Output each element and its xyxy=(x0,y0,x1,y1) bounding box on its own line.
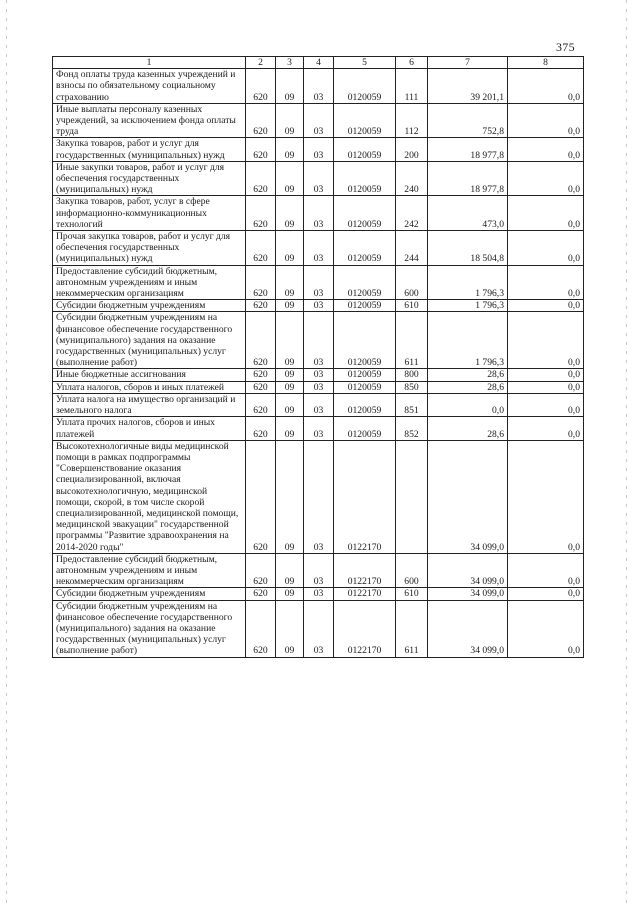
table-row xyxy=(53,196,584,231)
cell-ministry: 620 xyxy=(246,300,276,312)
cell-name: Субсидии бюджетным учреждениям xyxy=(53,300,246,312)
table-header xyxy=(53,57,584,69)
cell-name: Уплата налогов, сборов и иных платежей xyxy=(53,381,246,393)
cell-subsection: 03 xyxy=(304,600,334,657)
cell-name: Прочая закупка товаров, работ и услуг для обеспечения государственных (муниципальных) нужд xyxy=(53,231,246,266)
cell-target-article: 0120059 xyxy=(334,312,396,369)
cell-section: 09 xyxy=(276,312,304,369)
cell-expense-type: 611 xyxy=(396,312,428,369)
cell-amount: 1 796,3 xyxy=(428,312,508,369)
cell-section: 09 xyxy=(276,69,304,104)
cell-target-article: 0120059 xyxy=(334,103,396,138)
cell-amount-extra: 0,0 xyxy=(508,393,584,416)
cell-name: Закупка товаров, работ, услуг в сфере информационно-коммуникационных технологий xyxy=(53,196,246,231)
header-row xyxy=(53,57,584,69)
cell-amount: 1 796,3 xyxy=(428,265,508,300)
cell-amount: 28,6 xyxy=(428,369,508,381)
cell-ministry: 620 xyxy=(246,440,276,553)
cell-section: 09 xyxy=(276,553,304,588)
cell-ministry: 620 xyxy=(246,231,276,266)
cell-subsection: 03 xyxy=(304,231,334,266)
cell-ministry: 620 xyxy=(246,312,276,369)
cell-amount-extra: 0,0 xyxy=(508,381,584,393)
cell-ministry: 620 xyxy=(246,600,276,657)
cell-amount: 1 796,3 xyxy=(428,300,508,312)
cell-amount: 18 977,8 xyxy=(428,138,508,161)
cell-section: 09 xyxy=(276,588,304,600)
cell-name: Субсидии бюджетным учреждениям на финансовое обеспечение государственного (муниципального) задания на оказание государственных (муниципальных) услуг (выполнение работ) xyxy=(53,312,246,369)
cell-subsection: 03 xyxy=(304,553,334,588)
cell-expense-type: 242 xyxy=(396,196,428,231)
table-row xyxy=(53,588,584,600)
cell-amount: 473,0 xyxy=(428,196,508,231)
cell-name: Субсидии бюджетным учреждениям xyxy=(53,588,246,600)
cell-target-article: 0120059 xyxy=(334,69,396,104)
cell-expense-type: 600 xyxy=(396,265,428,300)
cell-expense-type: 852 xyxy=(396,417,428,440)
cell-target-article: 0122170 xyxy=(334,600,396,657)
cell-target-article: 0120059 xyxy=(334,265,396,300)
cell-target-article: 0122170 xyxy=(334,440,396,553)
cell-ministry: 620 xyxy=(246,196,276,231)
cell-amount-extra: 0,0 xyxy=(508,300,584,312)
cell-target-article: 0122170 xyxy=(334,553,396,588)
cell-section: 09 xyxy=(276,265,304,300)
cell-section: 09 xyxy=(276,231,304,266)
cell-target-article: 0120059 xyxy=(334,138,396,161)
cell-amount-extra: 0,0 xyxy=(508,600,584,657)
cell-amount-extra: 0,0 xyxy=(508,588,584,600)
table-row xyxy=(53,440,584,553)
cell-target-article: 0122170 xyxy=(334,588,396,600)
cell-name: Субсидии бюджетным учреждениям на финансовое обеспечение государственного (муниципального) задания на оказание государственных (муниципальных) услуг (выполнение работ) xyxy=(53,600,246,657)
cell-amount-extra: 0,0 xyxy=(508,553,584,588)
cell-amount: 28,6 xyxy=(428,417,508,440)
table-row xyxy=(53,393,584,416)
cell-expense-type: 850 xyxy=(396,381,428,393)
cell-section: 09 xyxy=(276,600,304,657)
cell-expense-type: 611 xyxy=(396,600,428,657)
cell-subsection: 03 xyxy=(304,103,334,138)
cell-subsection: 03 xyxy=(304,138,334,161)
cell-ministry: 620 xyxy=(246,393,276,416)
cell-expense-type: 240 xyxy=(396,161,428,196)
cell-ministry: 620 xyxy=(246,381,276,393)
cell-amount-extra: 0,0 xyxy=(508,69,584,104)
cell-target-article: 0120059 xyxy=(334,231,396,266)
cell-expense-type: 244 xyxy=(396,231,428,266)
cell-expense-type: 851 xyxy=(396,393,428,416)
cell-name: Иные закупки товаров, работ и услуг для обеспечения государственных (муниципальных) нужд xyxy=(53,161,246,196)
header-col-8: 8 xyxy=(508,57,584,69)
cell-subsection: 03 xyxy=(304,588,334,600)
page-number: 375 xyxy=(556,40,575,54)
cell-expense-type: 111 xyxy=(396,69,428,104)
table-row xyxy=(53,369,584,381)
cell-amount-extra: 0,0 xyxy=(508,231,584,266)
cell-section: 09 xyxy=(276,196,304,231)
cell-ministry: 620 xyxy=(246,161,276,196)
scan-edge-left xyxy=(6,0,7,905)
cell-target-article: 0120059 xyxy=(334,196,396,231)
cell-amount: 34 099,0 xyxy=(428,440,508,553)
cell-ministry: 620 xyxy=(246,138,276,161)
cell-subsection: 03 xyxy=(304,312,334,369)
cell-target-article: 0120059 xyxy=(334,381,396,393)
cell-target-article: 0120059 xyxy=(334,417,396,440)
cell-section: 09 xyxy=(276,161,304,196)
cell-subsection: 03 xyxy=(304,381,334,393)
cell-target-article: 0120059 xyxy=(334,369,396,381)
cell-subsection: 03 xyxy=(304,196,334,231)
cell-amount: 18 977,8 xyxy=(428,161,508,196)
cell-amount: 0,0 xyxy=(428,393,508,416)
header-col-2: 2 xyxy=(246,57,276,69)
cell-ministry: 620 xyxy=(246,265,276,300)
cell-amount: 34 099,0 xyxy=(428,600,508,657)
cell-amount: 752,8 xyxy=(428,103,508,138)
table-row xyxy=(53,69,584,104)
cell-expense-type: 610 xyxy=(396,300,428,312)
cell-expense-type: 610 xyxy=(396,588,428,600)
cell-ministry: 620 xyxy=(246,588,276,600)
cell-subsection: 03 xyxy=(304,393,334,416)
cell-ministry: 620 xyxy=(246,553,276,588)
cell-amount-extra: 0,0 xyxy=(508,196,584,231)
cell-ministry: 620 xyxy=(246,69,276,104)
cell-subsection: 03 xyxy=(304,417,334,440)
table-row xyxy=(53,553,584,588)
scan-edge-right xyxy=(626,0,627,905)
table-row xyxy=(53,600,584,657)
cell-amount: 18 504,8 xyxy=(428,231,508,266)
cell-subsection: 03 xyxy=(304,161,334,196)
cell-ministry: 620 xyxy=(246,417,276,440)
cell-expense-type: 200 xyxy=(396,138,428,161)
table-row xyxy=(53,138,584,161)
cell-section: 09 xyxy=(276,381,304,393)
cell-name: Иные бюджетные ассигнования xyxy=(53,369,246,381)
cell-name: Иные выплаты персоналу казенных учреждений, за исключением фонда оплаты труда xyxy=(53,103,246,138)
header-col-6: 6 xyxy=(396,57,428,69)
cell-section: 09 xyxy=(276,300,304,312)
cell-amount: 39 201,1 xyxy=(428,69,508,104)
cell-section: 09 xyxy=(276,369,304,381)
cell-subsection: 03 xyxy=(304,300,334,312)
table-row xyxy=(53,265,584,300)
cell-section: 09 xyxy=(276,417,304,440)
cell-amount-extra: 0,0 xyxy=(508,103,584,138)
cell-section: 09 xyxy=(276,440,304,553)
header-col-3: 3 xyxy=(276,57,304,69)
cell-amount-extra: 0,0 xyxy=(508,440,584,553)
cell-section: 09 xyxy=(276,138,304,161)
table-row xyxy=(53,231,584,266)
table-row xyxy=(53,300,584,312)
cell-name: Уплата прочих налогов, сборов и иных платежей xyxy=(53,417,246,440)
cell-expense-type: 112 xyxy=(396,103,428,138)
cell-amount-extra: 0,0 xyxy=(508,312,584,369)
cell-amount-extra: 0,0 xyxy=(508,138,584,161)
table-row xyxy=(53,381,584,393)
cell-amount: 28,6 xyxy=(428,381,508,393)
table-row xyxy=(53,312,584,369)
cell-subsection: 03 xyxy=(304,369,334,381)
table-row xyxy=(53,417,584,440)
cell-subsection: 03 xyxy=(304,69,334,104)
cell-name: Высокотехнологичные виды медицинской помощи в рамках подпрограммы "Совершенствование оказания специализированной, включая высокотехнологичную, медицинской помощи, скорой, в том числе скорой специализированной, медицинской помощи, медицинской эвакуации" государственной программы "Развитие здравоохранения на 2014-2020 годы" xyxy=(53,440,246,553)
header-col-1: 1 xyxy=(53,57,246,69)
cell-name: Предоставление субсидий бюджетным, автономным учреждениям и иным некоммерческим организациям xyxy=(53,265,246,300)
header-col-7: 7 xyxy=(428,57,508,69)
budget-table xyxy=(52,56,584,658)
cell-target-article: 0120059 xyxy=(334,393,396,416)
cell-amount-extra: 0,0 xyxy=(508,417,584,440)
cell-name: Фонд оплаты труда казенных учреждений и взносы по обязательному социальному страхованию xyxy=(53,69,246,104)
cell-name: Закупка товаров, работ и услуг для государственных (муниципальных) нужд xyxy=(53,138,246,161)
cell-subsection: 03 xyxy=(304,265,334,300)
cell-subsection: 03 xyxy=(304,440,334,553)
cell-amount: 34 099,0 xyxy=(428,553,508,588)
cell-name: Предоставление субсидий бюджетным, автономным учреждениям и иным некоммерческим организациям xyxy=(53,553,246,588)
table-row xyxy=(53,161,584,196)
cell-expense-type: 600 xyxy=(396,553,428,588)
cell-target-article: 0120059 xyxy=(334,161,396,196)
cell-expense-type: 800 xyxy=(396,369,428,381)
cell-ministry: 620 xyxy=(246,103,276,138)
cell-amount-extra: 0,0 xyxy=(508,369,584,381)
cell-name: Уплата налога на имущество организаций и земельного налога xyxy=(53,393,246,416)
cell-section: 09 xyxy=(276,103,304,138)
cell-ministry: 620 xyxy=(246,369,276,381)
cell-expense-type xyxy=(396,440,428,553)
cell-section: 09 xyxy=(276,393,304,416)
cell-amount-extra: 0,0 xyxy=(508,265,584,300)
table-row xyxy=(53,103,584,138)
cell-amount: 34 099,0 xyxy=(428,588,508,600)
table-body xyxy=(53,69,584,657)
cell-target-article: 0120059 xyxy=(334,300,396,312)
cell-amount-extra: 0,0 xyxy=(508,161,584,196)
header-col-4: 4 xyxy=(304,57,334,69)
header-col-5: 5 xyxy=(334,57,396,69)
